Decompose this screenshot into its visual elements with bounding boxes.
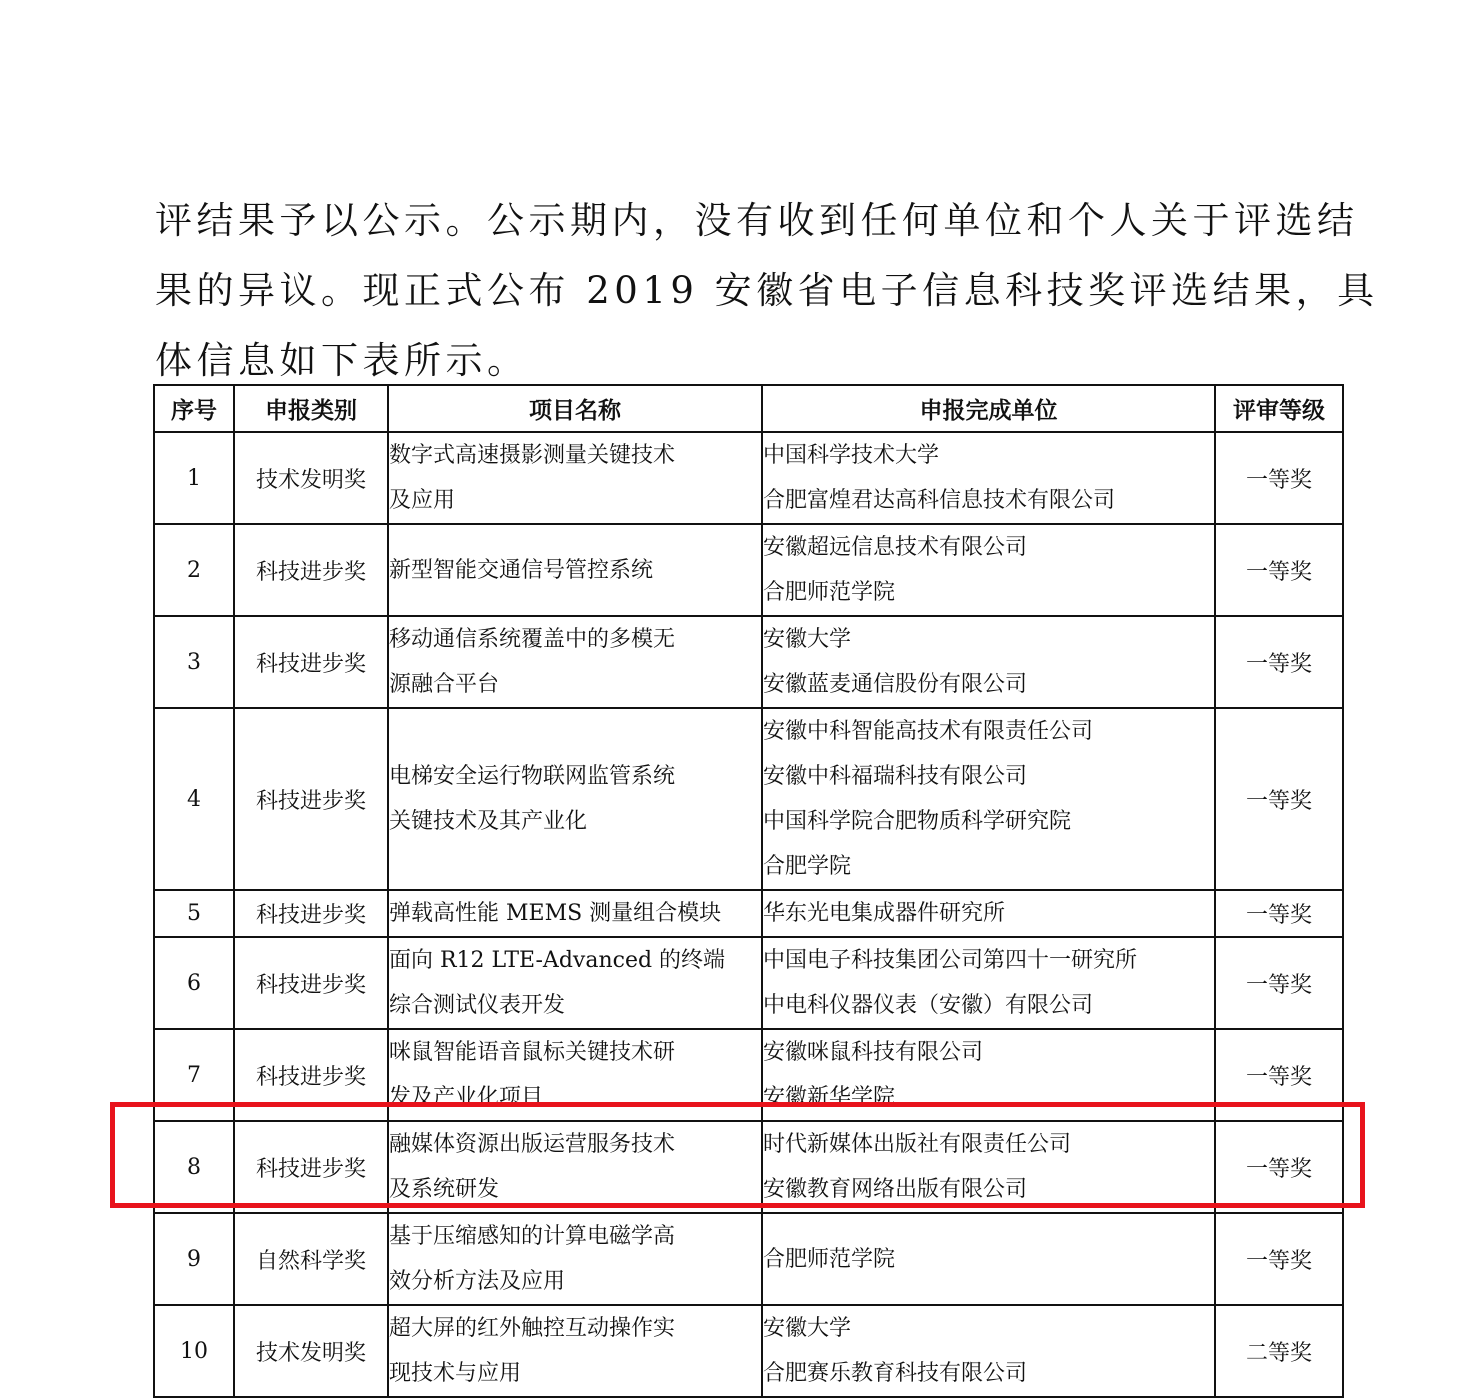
intro-line: 体信息如下表所示。 [155,339,529,382]
cell-project [388,616,762,708]
cell-seq: 3 [154,616,234,708]
cell-category: 科技进步奖 [234,1121,388,1213]
header-seq: 序号 [154,385,234,432]
cell-grade: 一等奖 [1215,616,1343,708]
cell-units-line: 安徽中科智能高技术有限责任公司 [763,719,1094,744]
cell-units-line: 中国科学技术大学 [763,443,940,468]
highlight-box [110,1102,1365,1208]
cell-units [762,616,1215,708]
intro-line: 评结果予以公示。公示期内，没有收到任何单位和个人关于评选结 [155,199,1359,242]
cell-units-line: 华东光电集成器件研究所 [763,901,1006,926]
cell-units-line: 合肥赛乐教育科技有限公司 [763,1361,1028,1386]
cell-category: 技术发明奖 [234,432,388,524]
cell-project-line: 电梯安全运行物联网监管系统 [389,764,676,789]
cell-category: 自然科学奖 [234,1213,388,1305]
cell-project-line: 效分析方法及应用 [389,1269,566,1294]
cell-grade: 一等奖 [1215,708,1343,890]
cell-project-line: 融媒体资源出版运营服务技术 [389,1132,676,1157]
cell-units-line: 安徽大学 [763,1316,852,1341]
cell-grade: 一等奖 [1215,524,1343,616]
cell-seq: 8 [154,1121,234,1213]
cell-project [388,524,762,616]
cell-grade: 一等奖 [1215,1213,1343,1305]
cell-seq: 9 [154,1213,234,1305]
intro-paragraph [155,186,1379,396]
cell-grade: 一等奖 [1215,890,1343,937]
cell-project-line: 超大屏的红外触控互动操作实 [389,1316,676,1341]
cell-grade: 一等奖 [1215,432,1343,524]
cell-project-line: 及系统研发 [389,1177,500,1202]
table-row [154,708,1343,890]
cell-units [762,890,1215,937]
cell-project-line: 咪鼠智能语音鼠标关键技术研 [389,1040,676,1065]
awards-table [153,384,1344,1398]
cell-project-line: 移动通信系统覆盖中的多模无 [389,627,676,652]
cell-seq: 7 [154,1029,234,1121]
cell-units-line: 中国科学院合肥物质科学研究院 [763,809,1072,834]
cell-seq: 2 [154,524,234,616]
cell-project-line: 源融合平台 [389,672,500,697]
cell-units [762,432,1215,524]
cell-project-line: 综合测试仪表开发 [389,993,566,1018]
cell-project-line: 面向 R12 LTE-Advanced 的终端 [389,948,726,973]
cell-units-line: 安徽大学 [763,627,852,652]
cell-seq: 1 [154,432,234,524]
table-row [154,937,1343,1029]
cell-units-line: 安徽咪鼠科技有限公司 [763,1040,984,1065]
intro-line: 果的异议。现正式公布 2019 安徽省电子信息科技奖评选结果，具 [155,269,1379,312]
cell-project-line: 数字式高速摄影测量关键技术 [389,443,676,468]
cell-project [388,708,762,890]
table-row [154,1213,1343,1305]
cell-units-line: 安徽教育网络出版有限公司 [763,1177,1028,1202]
cell-units [762,937,1215,1029]
cell-project [388,432,762,524]
table-row [154,1305,1343,1397]
cell-project [388,1213,762,1305]
table-body [154,432,1343,1397]
cell-project-line: 基于压缩感知的计算电磁学高 [389,1224,676,1249]
cell-units-line: 合肥富煌君达高科信息技术有限公司 [763,488,1116,513]
cell-category: 科技进步奖 [234,708,388,890]
cell-seq: 5 [154,890,234,937]
cell-project-line: 发及产业化项目 [389,1085,544,1110]
cell-project [388,890,762,937]
cell-grade: 一等奖 [1215,937,1343,1029]
cell-seq: 4 [154,708,234,890]
cell-units-line: 中国电子科技集团公司第四十一研究所 [763,948,1138,973]
cell-project-line: 现技术与应用 [389,1361,522,1386]
cell-project [388,1305,762,1397]
table-row [154,524,1343,616]
cell-units [762,524,1215,616]
cell-units-line: 时代新媒体出版社有限责任公司 [763,1132,1072,1157]
cell-units [762,708,1215,890]
cell-project-line: 弹载高性能 MEMS 测量组合模块 [389,901,722,926]
cell-units [762,1305,1215,1397]
cell-category: 科技进步奖 [234,524,388,616]
cell-units [762,1213,1215,1305]
cell-category: 技术发明奖 [234,1305,388,1397]
cell-units-line: 安徽新华学院 [763,1085,896,1110]
cell-units-line: 安徽蓝麦通信股份有限公司 [763,672,1028,697]
header-units: 申报完成单位 [762,385,1215,432]
table-header-row [154,385,1343,432]
cell-category: 科技进步奖 [234,616,388,708]
cell-units-line: 合肥学院 [763,854,852,879]
cell-seq: 10 [154,1305,234,1397]
cell-category: 科技进步奖 [234,890,388,937]
header-project: 项目名称 [388,385,762,432]
cell-units-line: 安徽中科福瑞科技有限公司 [763,764,1028,789]
table-row [154,432,1343,524]
cell-units-line: 安徽超远信息技术有限公司 [763,535,1028,560]
cell-seq: 6 [154,937,234,1029]
cell-grade: 二等奖 [1215,1305,1343,1397]
cell-category: 科技进步奖 [234,937,388,1029]
header-grade: 评审等级 [1215,385,1343,432]
table-row [154,616,1343,708]
cell-category: 科技进步奖 [234,1029,388,1121]
cell-units-line: 中电科仪器仪表（安徽）有限公司 [763,993,1094,1018]
cell-project-line: 关键技术及其产业化 [389,809,588,834]
cell-grade: 一等奖 [1215,1029,1343,1121]
cell-project [388,937,762,1029]
cell-grade: 一等奖 [1215,1121,1343,1213]
cell-project-line: 新型智能交通信号管控系统 [389,557,654,583]
header-category: 申报类别 [234,385,388,432]
cell-units-line: 合肥师范学院 [763,1246,896,1272]
cell-project-line: 及应用 [389,488,456,513]
table-row [154,890,1343,937]
cell-units-line: 合肥师范学院 [763,580,896,605]
